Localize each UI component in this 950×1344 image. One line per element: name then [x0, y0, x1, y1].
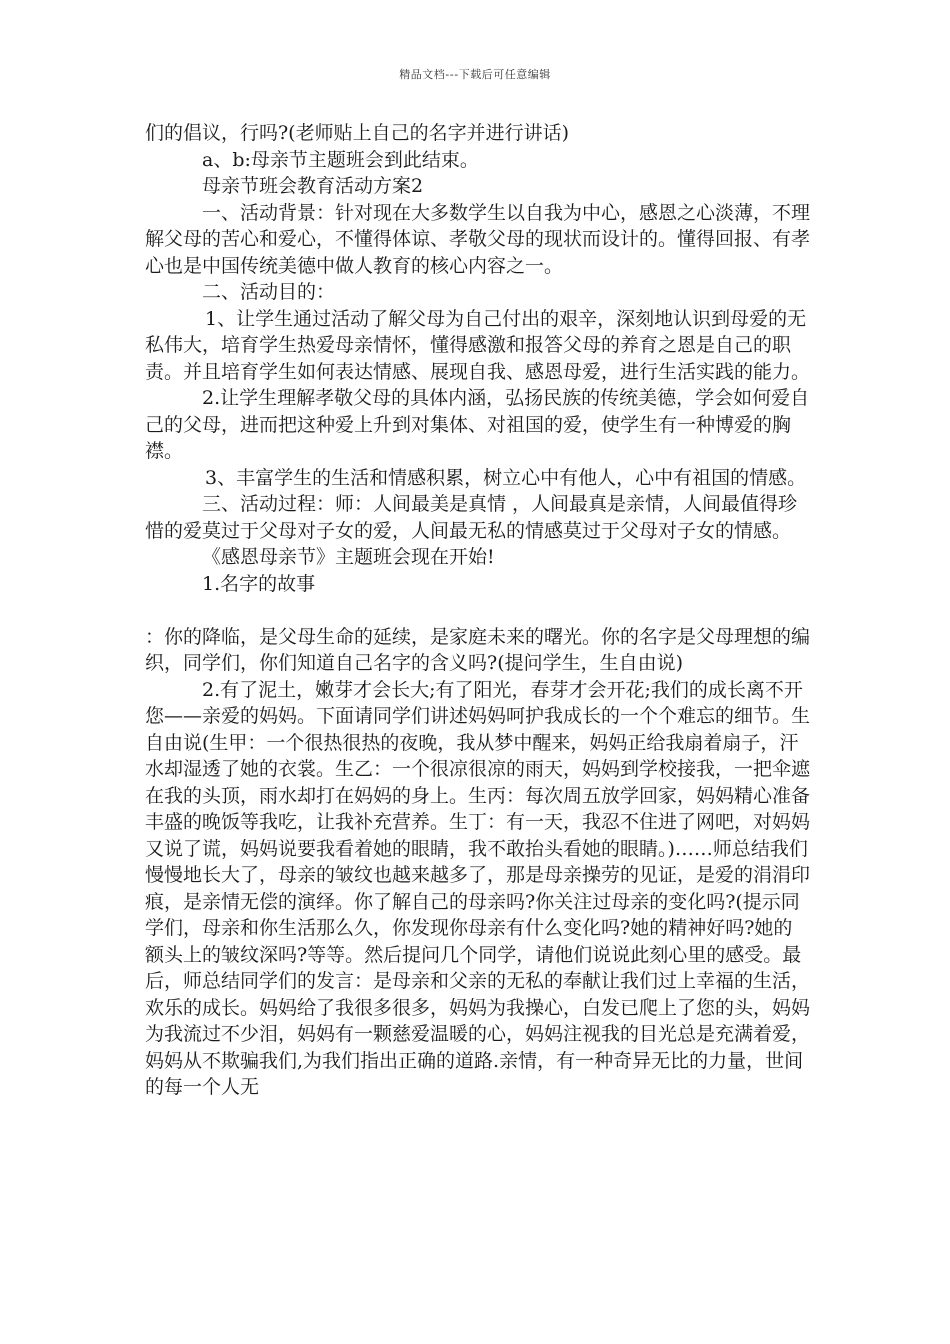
- paragraph-continuation: 们的倡议，行吗?(老师贴上自己的名字并进行讲话): [145, 122, 570, 144]
- paragraph-purpose-3: 3、丰富学生的生活和情感积累，树立心中有他人，心中有祖国的情感。: [205, 466, 807, 489]
- paragraph-mother-care: 2.有了泥土，嫩芽才会长大;有了阳光，春芽才会开花;我们的成长离不开您——亲爱的妈妈。下面请同学们讲述妈妈呵护我成长的一个个难忘的细节。生自由说(生甲：一个很热很热的夜晚，我从梦中醒来，妈妈正给我扇着扇子，汗水却湿透了她的衣裳。生乙：一个很凉很凉的雨天，妈妈到学校接我，一把伞遮在我的头顶，雨水却打在妈妈的身上。生丙：每次周五放学回家，妈妈精心准备丰盛的晚饭等我吃，让我补充营养。生丁：有一天，我忍不住进了网吧，对妈妈又说了谎，妈妈说要我看着她的眼睛，我不敢抬头看她的眼睛。)……师总结我们慢慢地长大了，母亲的皱纹也越来越多了，那是母亲操劳的见证，是爱的涓涓印痕，是亲情无偿的演绎。你了解自己的母亲吗?你关注过母亲的变化吗?(提示同学们，母亲和你生活那么久，你发现你母亲有什么变化吗?她的精神好吗?她的额头上的皱纹深吗?等等。然后提问几个同学，请他们说说此刻心里的感受。最后，师总结同学们的发言：是母亲和父亲的无私的奉献让我们过上幸福的生活，欢乐的成长。妈妈给了我很多很多，妈妈为我操心，白发已爬上了您的头，妈妈为我流过不少泪，妈妈有一颗慈爱温暖的心，妈妈注视我的目光总是充满着爱，妈妈从不欺骗我们,为我们指出正确的道路.亲情，有一种奇异无比的力量，世间的每一个人无: [145, 678, 811, 1098]
- heading-name-story: 1.名字的故事: [202, 572, 316, 595]
- paragraph-purpose-2: 2.让学生理解孝敬父母的具体内涵，弘扬民族的传统美德，学会如何爱自己的父母，进而把这种爱上升到对集体、对祖国的爱，使学生有一种博爱的胸襟。: [145, 387, 810, 462]
- paragraph-closing: a、b:母亲节主题班会到此结束。: [202, 148, 479, 171]
- paragraph-start: 《感恩母亲节》主题班会现在开始!: [202, 546, 495, 568]
- heading-purpose: 二、活动目的：: [202, 281, 336, 303]
- section-title: 母亲节班会教育活动方案2: [202, 175, 424, 197]
- paragraph-purpose-1: 1、让学生通过活动了解父母为自己付出的艰辛，深刻地认识到母爱的无私伟大，培育学生热爱母亲情怀，懂得感激和报答父母的养育之恩是自己的职责。并且培育学生如何表达情感、展现自我、感恩母爱，进行生活实践的能力。: [145, 307, 811, 383]
- paragraph-process: 三、活动过程：师：人间最美是真情 ，人间最真是亲情，人间最值得珍惜的爱莫过于父母对子女的爱，人间最无私的情感莫过于父母对子女的情感。: [145, 493, 798, 542]
- document-body: [145, 120, 810, 1101]
- paragraph-name-story: ：你的降临，是父母生命的延续，是家庭未来的曙光。你的名字是父母理想的编织，同学们，你们知道自己名字的含义吗?(提问学生，生自由说): [145, 625, 811, 674]
- paragraph-background: 一、活动背景：针对现在大多数学生以自我为中心，感恩之心淡薄，不理解父母的苦心和爱心，不懂得体谅、孝敬父母的现状而设计的。懂得回报、有孝心也是中国传统美德中做人教育的核心内容之一。: [145, 201, 811, 277]
- blank-line: [145, 597, 810, 624]
- page-header: 精品文档---下载后可任意编辑: [399, 68, 551, 81]
